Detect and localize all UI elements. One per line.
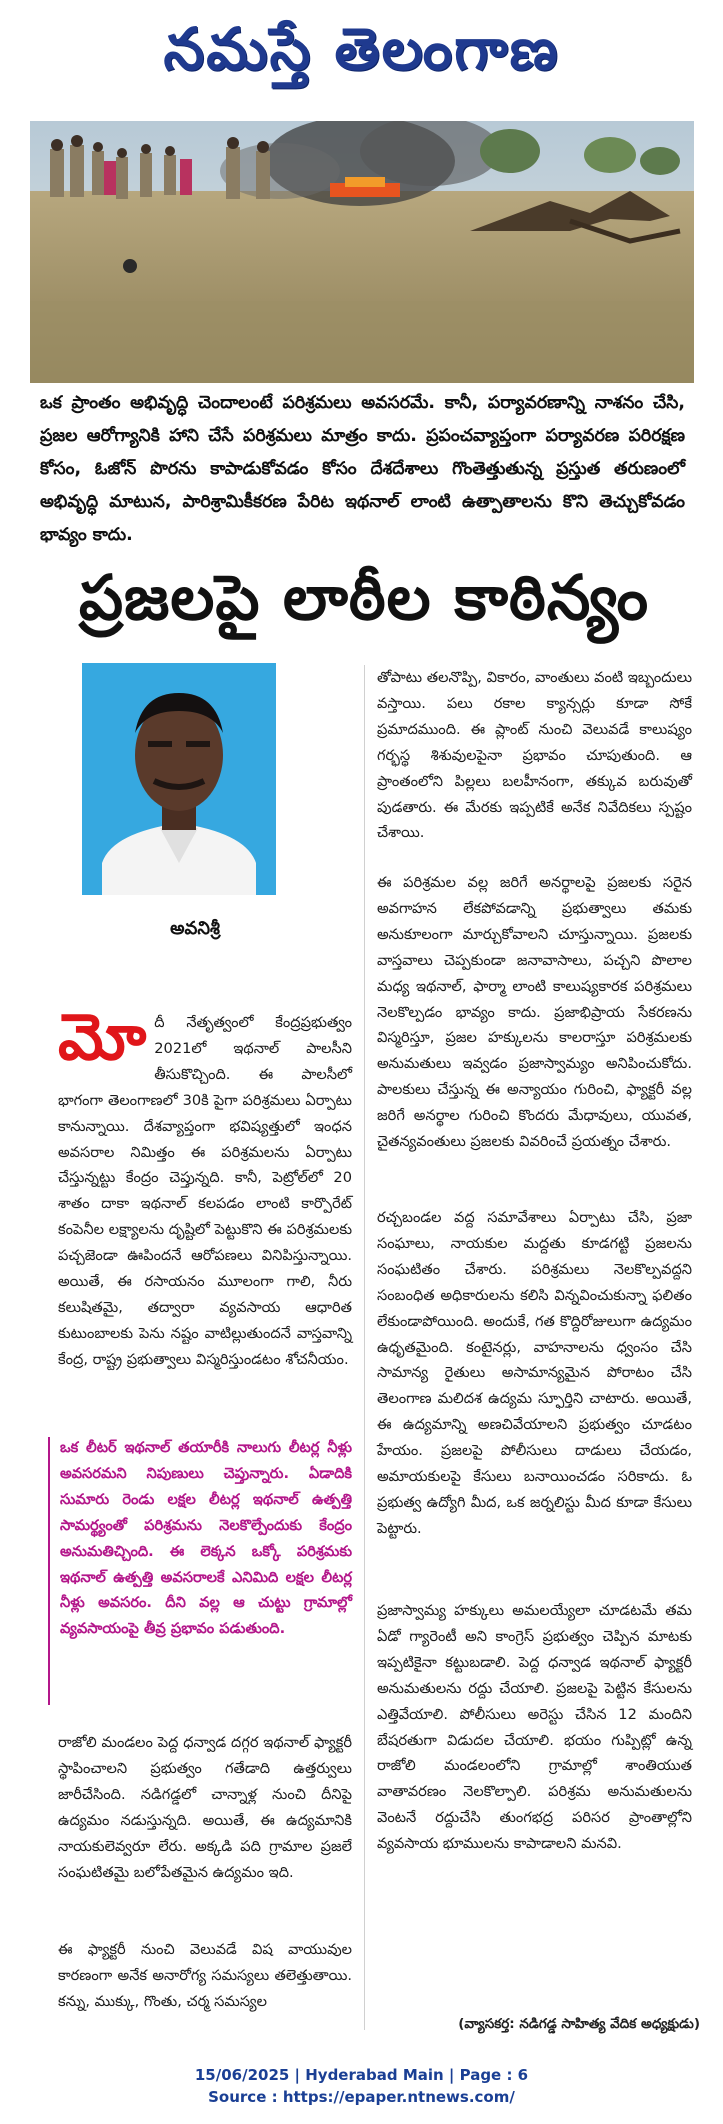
article-paragraph-1 [58,1001,352,1373]
article-paragraph-5: ఈ పరిశ్రమల వల్ల జరిగే అనర్థాలపై ప్రజలకు సరైన అవగాహన లేకపోవడాన్ని ప్రభుత్వాలు తమకు అనుకూలంగా మార్చుకోవాలని చూస్తున్నాయి. ప్రజలకు వాస్తవాలు చెప్పకుండా జనావాసాలు, పచ్చని పొలాల మధ్య ఇథనాల్, ఫార్మా లాంటి కాలుష్యకారక పరిశ్రమలు నెలకొల్పడం భావ్యం కాదు. ప్రజాభిప్రాయ సేకరణను విస్మరిస్తూ, ప్రజల హక్కులను కాలరాస్తూ పరిశ్రమలకు అనుమతులు ఇవ్వడం ప్రజాస్వామ్యం అనిపించుకోదు. పాలకులు చేస్తున్న ఈ అన్యాయం గురించి, ఫ్యాక్టరీ వల్ల జరిగే అనర్థాల గురించి కొందరు మేధావులు, యువత, చైతన్యవంతులు ప్రజలకు వివరించే ప్రయత్నం చేశారు. [377,874,692,1151]
column-divider [364,665,365,2030]
paragraph-1-text: దీ నేతృత్వంలో కేంద్రప్రభుత్వం 2021లో ఇథనాల్ పాలసీని తీసుకొచ్చింది. ఈ పాలసీలో భాగంగా తెలంగాణలో 30కి పైగా పరిశ్రమలు ఏర్పాటు కానున్నాయి. దేశవ్యాప్తంగా భవిష్యత్తులో ఇంధన అవసరాల నిమిత్తం ఈ పరిశ్రమలను ఏర్పాటు చేస్తున్నట్టు కేంద్రం చెప్తున్నది. కానీ, పెట్రోల్‌లో 20 శాతం దాకా ఇథనాల్ కలపడం లాంటి కార్పొరేట్ కంపెనీల లక్ష్యాలను దృష్టిలో పెట్టుకొని ఈ పరిశ్రమలకు పచ్చజెండా ఊపిందనే ఆరోపణలు వినిపిస్తున్నాయి. అయితే, ఈ రసాయనం మూలంగా గాలి, నీరు కలుషితమై, తద్వారా వ్యవసాయ ఆధారిత కుటుంబాలకు పెను నష్టం వాటిల్లుతుందనే వాస్తవాన్ని కేంద్ర, రాష్ట్ర ప్రభుత్వాలు విస్మరిస్తుండటం శోచనీయం. [58,1014,352,1368]
article-paragraph-3: ఈ ఫ్యాక్టరీ నుంచి వెలువడే విష వాయువుల కారణంగా అనేక అనారోగ్య సమస్యలు తలెత్తుతాయి. కన్ను, ముక్కు, గొంతు, చర్మ సమస్యల [58,1941,352,2010]
protest-photo [30,121,694,383]
article-paragraph-4: తోపాటు తలనొప్పి, వికారం, వాంతులు వంటి ఇబ్బందులు వస్తాయి. పలు రకాల క్యాన్సర్లు కూడా సోకే ప్రమాదముంది. ఈ ప్లాంట్ నుంచి వెలువడే కాలుష్యం గర్భస్థ శిశువులపైనా ప్రభావం చూపుతుంది. ఆ ప్రాంతంలోని పిల్లలు బలహీనంగా, తక్కువ బరువుతో పుడతారు. ఈ మేరకు ఇప్పటికే అనేక నివేదికలు స్పష్టం చేశాయి. [377,669,692,842]
source-link[interactable]: Source : https://epaper.ntnews.com/ [208,2088,515,2106]
article-lede: ఒక ప్రాంతం అభివృద్ధి చెందాలంటే పరిశ్రమలు అవసరమే. కానీ, పర్యావరణాన్ని నాశనం చేసి, ప్రజల ఆరోగ్యానికి హాని చేసే పరిశ్రమలు మాత్రం కాదు. ప్రపంచవ్యాప్తంగా పర్యావరణ పరిరక్షణ కోసం, ఓజోన్ పొరను కాపాడుకోవడం కోసం దేశదేశాలు గొంతెత్తుతున్న ప్రస్తుత తరుణంలో అభివృద్ధి మాటున, పారిశ్రామికీకరణ పేరిట ఇథనాల్ లాంటి ఉత్పాతాలను కొని తెచ్చుకోవడం భావ్యం కాదు. [40,393,685,545]
article-paragraph-2: రాజోలి మండలం పెద్ద ధన్వాడ దగ్గర ఇథనాల్ ఫ్యాక్టరీ స్థాపించాలని ప్రభుత్వం గతేడాది ఉత్తర్వులు జారీచేసింది. నడిగడ్డలో చాన్నాళ్ల నుంచి దీనిపై ఉద్యమం నడుస్తున్నది. అయితే, ఈ ఉద్యమానికి నాయకులెవ్వరూ లేరు. అక్కడి పది గ్రామాల ప్రజలే సంఘటితమై బలోపేతమైన ఉద్యమం ఇది. [58,1734,352,1881]
pull-quote: ఒక లీటర్ ఇథనాల్ తయారీకి నాలుగు లీటర్ల నీళ్లు అవసరమని నిపుణులు చెప్తున్నారు. ఏడాదికి సుమారు రెండు లక్షల లీటర్ల ఇథనాల్ ఉత్పత్తి సామర్థ్యంతో పరిశ్రమను నెలకొల్పేందుకు కేంద్రం అనుమతిచ్చింది. ఈ లెక్కన ఒక్కో పరిశ్రమకు ఇథనాల్ ఉత్పత్తి అవసరాలకే ఎనిమిది లక్షల లీటర్ల నీళ్లు అవసరం. దీని వల్ల ఆ చుట్టు గ్రామాల్లో వ్యవసాయంపై తీవ్ర ప్రభావం పడుతుంది. [60,1439,352,1638]
article-paragraph-7: ప్రజాస్వామ్య హక్కులు అమలయ్యేలా చూడటమే తమ ఏడో గ్యారెంటీ అని కాంగ్రెస్ ప్రభుత్వం చెప్పిన మాటకు ఇప్పటికైనా కట్టుబడాలి. పెద్ద ధన్వాడ ఇథనాల్ ఫ్యాక్టరీ అనుమతులను రద్దు చేయాలి. ప్రజలపై పెట్టిన కేసులను ఎత్తివేయాలి. పోలీసులు అరెస్టు చేసిన 12 మందిని బేషరతుగా విడుదల చేయాలి. భయం గుప్పిట్లో ఉన్న రాజోలి మండలంలోని గ్రామాల్లో శాంతియుత వాతావరణం నెలకొల్పాలి. పరిశ్రమ అనుమతులను వెంటనే రద్దుచేసి తుంగభద్ర పరిసర ప్రాంతాల్లోని వ్యవసాయ భూములను కాపాడాలని మనవి. [377,1602,692,1853]
author-photo [82,663,276,895]
page-footer [0,2064,723,2108]
edition-info: 15/06/2025 | Hyderabad Main | Page : 6 [194,2066,529,2084]
masthead [0,0,723,112]
author-name: అవనిశ్రీ [170,918,220,939]
newspaper-logo: నమస్తే తెలంగాణ [163,14,560,83]
author-credit: (వ్యాసకర్త: నడిగడ్డ సాహిత్య వేదిక అధ్యక్షుడు) [458,2016,700,2032]
drop-cap: మో [58,1001,147,1075]
pull-quote-rule [48,1437,50,1705]
article-paragraph-6: రచ్చబండల వద్ద సమావేశాలు ఏర్పాటు చేసి, ప్రజా సంఘాలు, నాయకుల మద్దతు కూడగట్టి ప్రజలను సంఘటితం చేశారు. పరిశ్రమలు నెలకొల్పవద్దని సంబంధిత అధికారులను కలిసి విన్నవించుకున్నా ఫలితం లేకుండాపోయింది. అందుకే, గత కొద్దిరోజులుగా ఉద్యమం ఉధృతమైంది. కంటైనర్లు, వాహనాలను ధ్వంసం చేసి సామాన్య రైతులు అసామాన్యమైన పోరాటం చేసి తెలంగాణ మలిదశ ఉద్యమ స్ఫూర్తిని చాటారు. అయితే, ఈ ఉద్యమాన్ని అణచివేయాలని ప్రభుత్వం చూడటం హేయం. ప్రజలపై పోలీసులు దాడులు చేయడం, అమాయకులపై కేసులు బనాయించడం సరికాదు. ఓ ప్రభుత్వ ఉద్యోగి మీద, ఒక జర్నలిస్టు మీద కూడా కేసులు పెట్టారు. [377,1209,692,1537]
article-headline: ప్రజలపై లాఠీల కాఠిన్యం [78,561,650,634]
